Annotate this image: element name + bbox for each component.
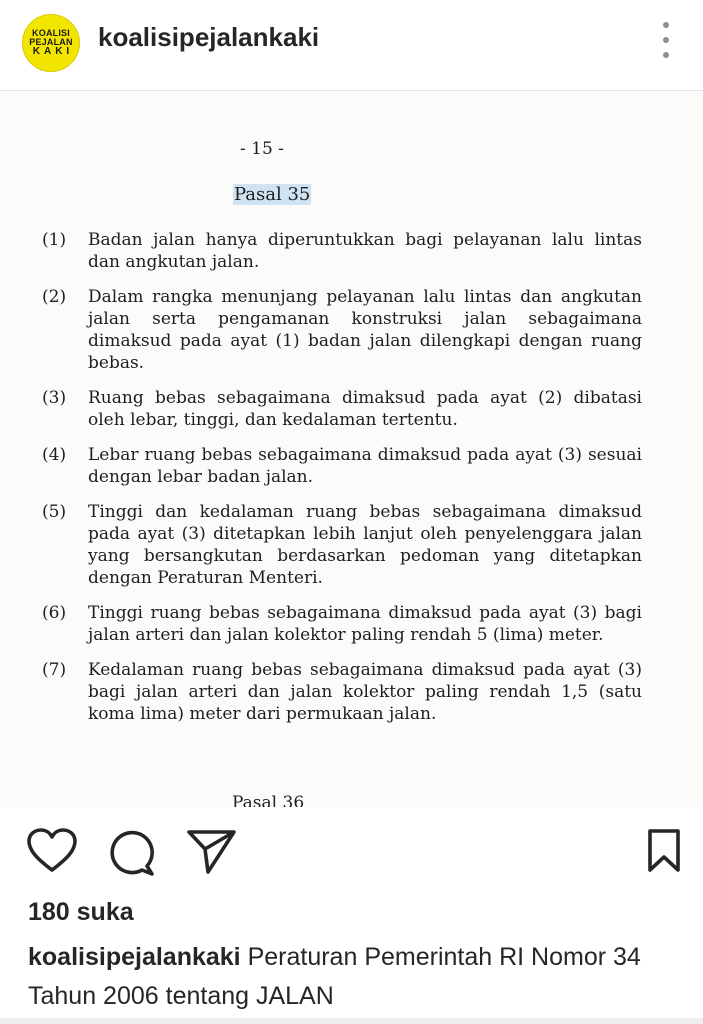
clause-item — [42, 387, 642, 431]
post-header — [0, 0, 703, 91]
clause-text: Badan jalan hanya diperuntukkan bagi pelayanan lalu lintas dan angkutan jalan. — [88, 230, 642, 272]
clause-item — [42, 444, 642, 488]
clause-number: (7) — [42, 660, 67, 680]
clause-number: (1) — [42, 230, 67, 250]
divider — [0, 1018, 703, 1024]
post-username[interactable]: koalisipejalankaki — [98, 22, 320, 52]
send-icon[interactable] — [186, 828, 238, 876]
clause-item — [42, 602, 642, 646]
clause-item — [42, 286, 642, 374]
post-caption — [28, 938, 678, 1016]
article-heading: Pasal 35 — [234, 184, 311, 205]
caption-text: Peraturan Pemerintah RI Nomor 34 Tahun 2006 tentang JALAN — [28, 943, 641, 1010]
post-actions — [0, 818, 703, 884]
avatar[interactable] — [22, 14, 80, 72]
clause-item — [42, 501, 642, 589]
avatar-text-3: KAKI — [32, 46, 74, 57]
clause-text: Dalam rangka menunjang pelayanan lalu lintas dan angkutan jalan serta pengamanan konstruksi jalan sebagaimana dimaksud pada ayat (1) badan jalan dilengkapi dengan ruang bebas. — [88, 287, 642, 373]
next-article-heading — [232, 791, 304, 807]
comment-icon[interactable] — [106, 828, 156, 878]
clause-number: (2) — [42, 287, 67, 307]
article-clauses — [42, 229, 642, 738]
clause-number: (6) — [42, 603, 67, 623]
clause-number: (3) — [42, 388, 67, 408]
clause-number: (4) — [42, 445, 67, 465]
more-vertical-icon[interactable] — [660, 22, 672, 58]
next-article-heading-text: Pasal 36 — [232, 793, 305, 807]
avatar-text-2: PEJALAN — [29, 37, 73, 47]
heart-icon[interactable] — [26, 828, 78, 874]
clause-text: Ruang bebas sebagaimana dimaksud pada ayat (2) dibatasi oleh lebar, tinggi, dan kedalaman tertentu. — [88, 388, 642, 430]
post-image — [0, 91, 703, 807]
page-number: - 15 - — [240, 139, 284, 159]
avatar-text-1: KOALISI — [32, 28, 70, 38]
like-count[interactable]: 180 suka — [28, 898, 134, 926]
clause-number: (5) — [42, 502, 67, 522]
caption-username[interactable]: koalisipejalankaki — [28, 943, 241, 971]
clause-item — [42, 659, 642, 725]
clause-text: Lebar ruang bebas sebagaimana dimaksud pada ayat (3) sesuai dengan lebar badan jalan. — [88, 445, 642, 487]
clause-text: Tinggi ruang bebas sebagaimana dimaksud pada ayat (3) bagi jalan arteri dan jalan kolektor paling rendah 5 (lima) meter. — [88, 603, 642, 645]
clause-item — [42, 229, 642, 273]
clause-text: Kedalaman ruang bebas sebagaimana dimaksud pada ayat (3) bagi jalan arteri dan jalan kolektor paling rendah 1,5 (satu koma lima) meter dari permukaan jalan. — [88, 660, 642, 724]
clause-text: Tinggi dan kedalaman ruang bebas sebagaimana dimaksud pada ayat (3) ditetapkan lebih lanjut oleh penyelenggara jalan yang bersangkutan berdasarkan pedoman yang ditetapkan dengan Peraturan Menteri. — [88, 502, 642, 588]
bookmark-icon[interactable] — [646, 828, 682, 874]
